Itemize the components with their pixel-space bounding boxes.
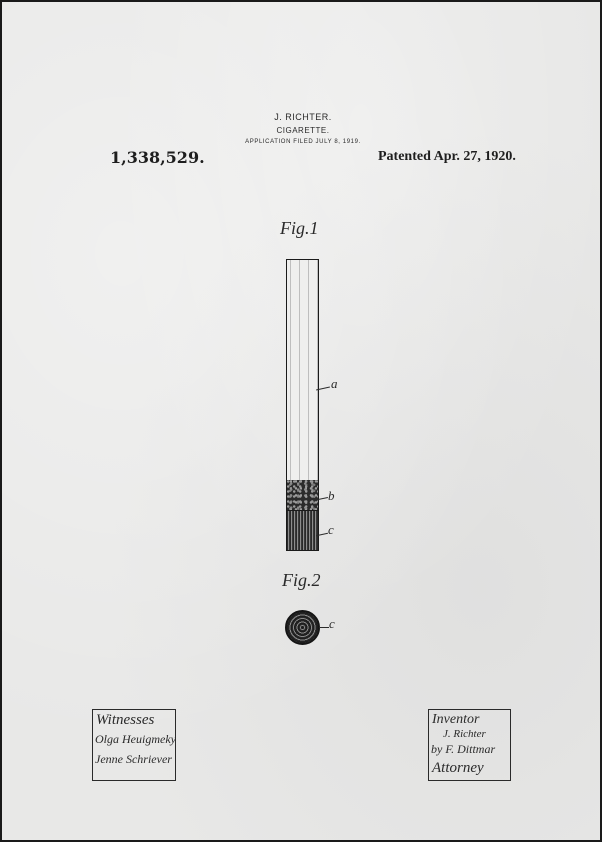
leader-line-b — [318, 497, 328, 500]
attorney-label: Attorney — [432, 760, 484, 776]
cigarette-filter — [287, 510, 318, 550]
ref-label-b: b — [328, 488, 335, 503]
ref-label-a: a — [331, 376, 338, 391]
cigarette-tobacco — [287, 480, 318, 510]
fig2-label: Fig.2 — [282, 570, 321, 590]
witness-signature-1: Olga Heuigmeky — [95, 732, 176, 746]
invention-title: CIGARETTE. — [276, 126, 330, 135]
witnesses-heading: Witnesses — [96, 712, 155, 728]
patent-number: 1,338,529. — [110, 148, 205, 167]
inventor-box — [428, 709, 511, 781]
cigarette-cross-section — [285, 610, 320, 645]
witness-signature-2: Jenne Schriever — [95, 752, 172, 766]
inventor-heading: Inventor — [432, 712, 480, 727]
inventor-signature: J. Richter — [443, 728, 486, 740]
inventor-name: J. RICHTER. — [274, 112, 332, 122]
patent-sheet — [2, 2, 600, 840]
fig1-label: Fig.1 — [280, 218, 319, 238]
application-filed-date: APPLICATION FILED JULY 8, 1919. — [245, 139, 361, 145]
leader-line-c2 — [319, 627, 329, 628]
attorney-signature: by F. Dittmar — [431, 742, 496, 756]
cigarette-drawing — [286, 259, 319, 551]
witnesses-box — [92, 709, 176, 781]
patented-date: Patented Apr. 27, 1920. — [378, 149, 516, 164]
cigarette-paper — [287, 260, 318, 480]
ref-label-c: c — [328, 522, 334, 537]
ref-label-c2: c — [329, 616, 335, 631]
